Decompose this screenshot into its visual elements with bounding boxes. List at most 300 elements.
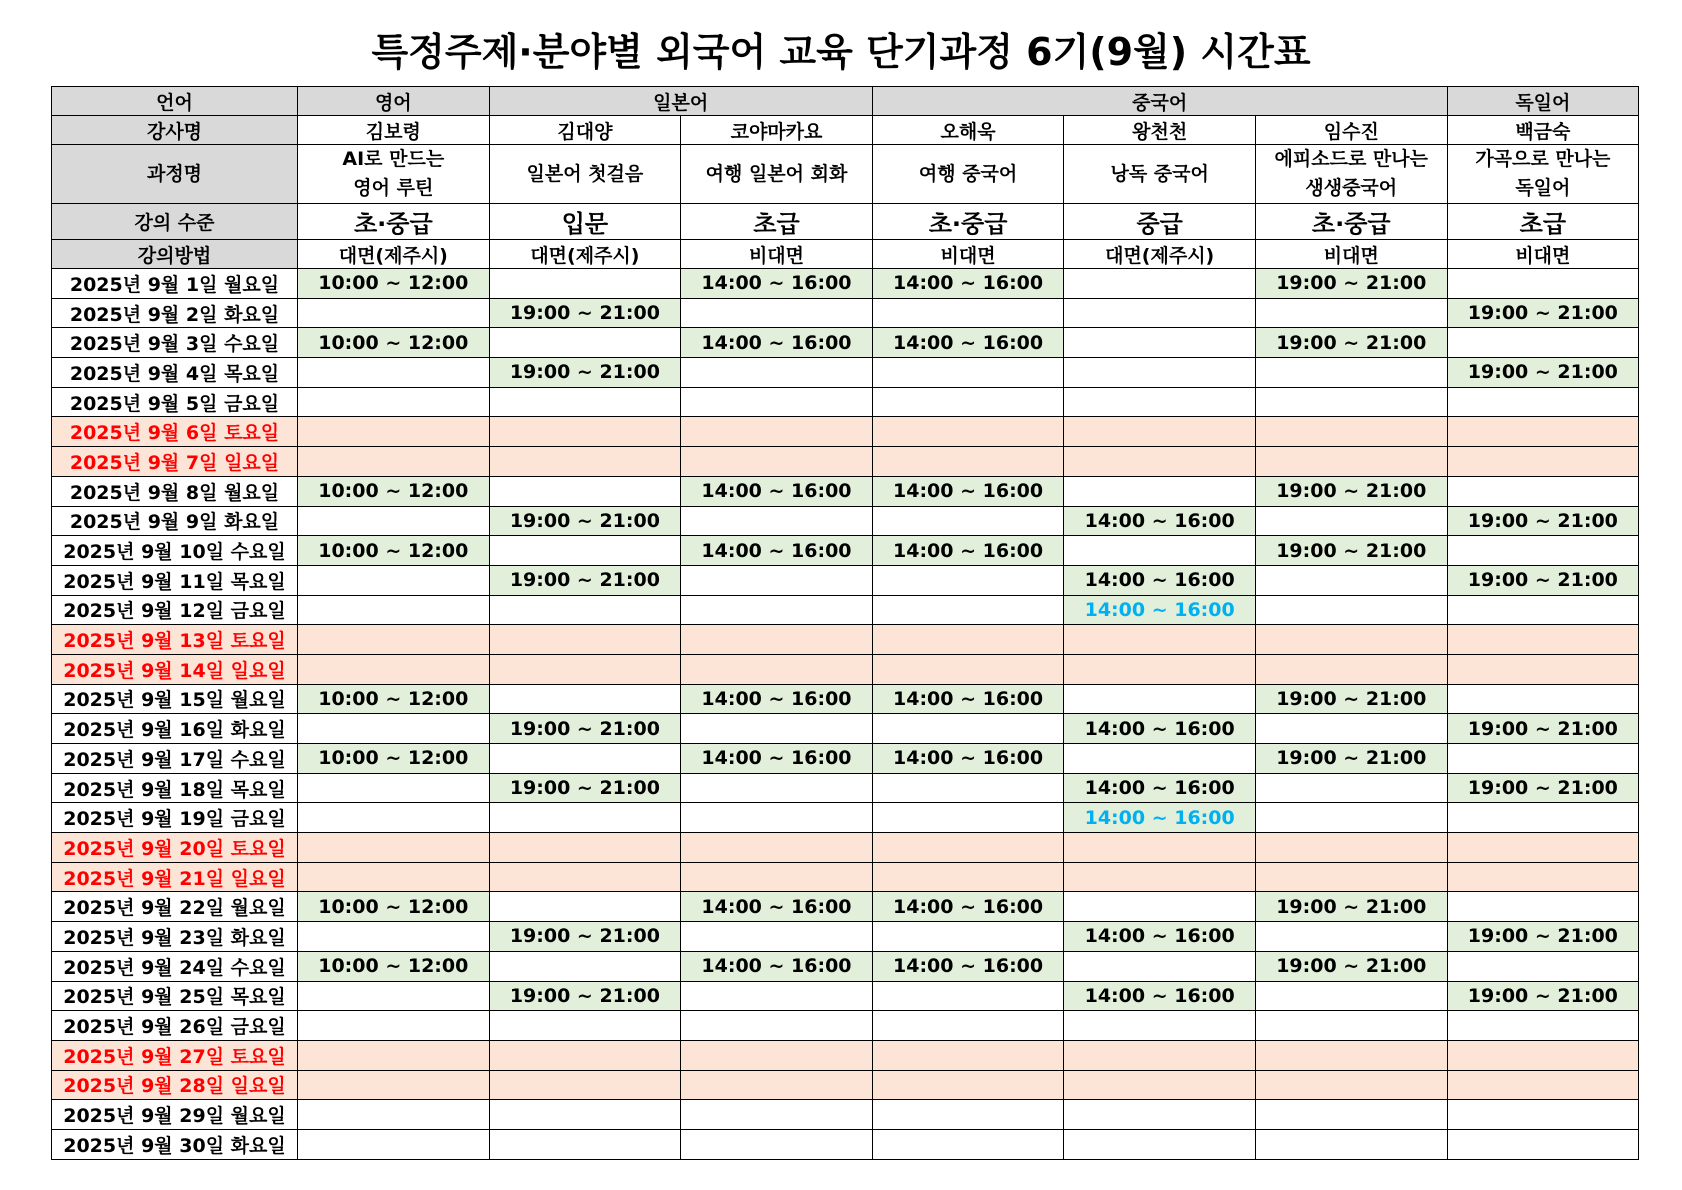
empty-cell — [489, 476, 681, 506]
empty-cell — [1064, 892, 1256, 922]
date-cell: 2025년 9월 27일 토요일 — [52, 1040, 298, 1070]
time-slot-cell: 19:00 ~ 21:00 — [489, 506, 681, 536]
time-slot-cell: 19:00 ~ 21:00 — [1447, 922, 1639, 952]
teacher-cell: 오해욱 — [872, 116, 1064, 145]
empty-cell — [298, 773, 490, 803]
date-cell: 2025년 9월 17일 수요일 — [52, 744, 298, 774]
method-cell: 대면(제주시) — [489, 240, 681, 269]
empty-cell — [489, 833, 681, 863]
empty-cell — [489, 625, 681, 655]
time-slot-cell: 14:00 ~ 16:00 — [1064, 922, 1256, 952]
empty-cell — [1255, 565, 1447, 595]
empty-cell — [1064, 1070, 1256, 1100]
time-slot-cell: 19:00 ~ 21:00 — [1255, 476, 1447, 506]
time-slot-cell: 19:00 ~ 21:00 — [1255, 684, 1447, 714]
time-slot-cell: 19:00 ~ 21:00 — [1447, 298, 1639, 328]
empty-cell — [681, 714, 873, 744]
empty-cell — [681, 862, 873, 892]
empty-cell — [1447, 862, 1639, 892]
empty-cell — [1255, 833, 1447, 863]
time-slot-cell: 14:00 ~ 16:00 — [681, 951, 873, 981]
course-name-line: 가곡으로 만나는 — [1475, 148, 1611, 170]
time-slot-cell: 14:00 ~ 16:00 — [872, 684, 1064, 714]
empty-cell — [1255, 862, 1447, 892]
empty-cell — [872, 595, 1064, 625]
empty-cell — [298, 298, 490, 328]
empty-cell — [872, 922, 1064, 952]
level-cell: 초·중급 — [298, 204, 490, 240]
empty-cell — [681, 654, 873, 684]
time-slot-cell: 14:00 ~ 16:00 — [872, 892, 1064, 922]
time-slot-cell: 19:00 ~ 21:00 — [489, 714, 681, 744]
empty-cell — [298, 447, 490, 477]
teacher-row — [52, 116, 1639, 145]
empty-cell — [1447, 1129, 1639, 1159]
date-cell: 2025년 9월 5일 금요일 — [52, 387, 298, 417]
empty-cell — [872, 862, 1064, 892]
empty-cell — [1064, 951, 1256, 981]
date-cell: 2025년 9월 18일 목요일 — [52, 773, 298, 803]
course-name-line: AI로 만드는 — [342, 148, 445, 170]
time-slot-cell: 19:00 ~ 21:00 — [489, 358, 681, 388]
course-name-line: 일본어 첫걸음 — [526, 162, 644, 185]
empty-cell — [298, 714, 490, 744]
table-row — [52, 862, 1639, 892]
course-name-line: 영어 루틴 — [353, 177, 434, 199]
date-cell: 2025년 9월 8일 월요일 — [52, 476, 298, 506]
date-cell: 2025년 9월 19일 금요일 — [52, 803, 298, 833]
page-title: 특정주제·분야별 외국어 교육 단기과정 6기(9월) 시간표 — [371, 30, 1311, 74]
time-slot-cell: 10:00 ~ 12:00 — [298, 684, 490, 714]
language-row — [52, 87, 1639, 116]
empty-cell — [681, 595, 873, 625]
course-cell — [681, 145, 873, 204]
table-row — [52, 803, 1639, 833]
empty-cell — [298, 387, 490, 417]
empty-cell — [872, 1129, 1064, 1159]
empty-cell — [1447, 447, 1639, 477]
course-cell — [1255, 145, 1447, 204]
language-cell: 중국어 — [872, 87, 1447, 116]
date-cell: 2025년 9월 4일 목요일 — [52, 358, 298, 388]
empty-cell — [1064, 1040, 1256, 1070]
empty-cell — [1064, 358, 1256, 388]
table-row — [52, 476, 1639, 506]
teacher-label: 강사명 — [52, 116, 298, 145]
empty-cell — [872, 447, 1064, 477]
course-name-line: 에피소드로 만나는 — [1274, 148, 1428, 170]
time-slot-cell: 19:00 ~ 21:00 — [489, 773, 681, 803]
level-row — [52, 204, 1639, 240]
table-row — [52, 625, 1639, 655]
empty-cell — [1447, 1040, 1639, 1070]
empty-cell — [1447, 1011, 1639, 1041]
table-row — [52, 951, 1639, 981]
empty-cell — [489, 536, 681, 566]
empty-cell — [1064, 684, 1256, 714]
empty-cell — [1064, 833, 1256, 863]
time-slot-cell: 19:00 ~ 21:00 — [1255, 269, 1447, 299]
level-label: 강의 수준 — [52, 204, 298, 240]
language-cell: 독일어 — [1447, 87, 1639, 116]
empty-cell — [872, 387, 1064, 417]
time-slot-cell: 14:00 ~ 16:00 — [1064, 506, 1256, 536]
empty-cell — [1255, 654, 1447, 684]
date-cell: 2025년 9월 28일 일요일 — [52, 1070, 298, 1100]
date-cell: 2025년 9월 12일 금요일 — [52, 595, 298, 625]
empty-cell — [1447, 625, 1639, 655]
time-slot-cell: 14:00 ~ 16:00 — [681, 892, 873, 922]
method-label: 강의방법 — [52, 240, 298, 269]
empty-cell — [1255, 447, 1447, 477]
empty-cell — [1064, 744, 1256, 774]
level-cell: 초급 — [681, 204, 873, 240]
empty-cell — [489, 654, 681, 684]
time-slot-cell: 14:00 ~ 16:00 — [1064, 981, 1256, 1011]
date-cell: 2025년 9월 24일 수요일 — [52, 951, 298, 981]
date-cell: 2025년 9월 15일 월요일 — [52, 684, 298, 714]
empty-cell — [1255, 922, 1447, 952]
date-cell: 2025년 9월 13일 토요일 — [52, 625, 298, 655]
table-row — [52, 595, 1639, 625]
empty-cell — [1064, 654, 1256, 684]
empty-cell — [1447, 951, 1639, 981]
time-slot-cell: 14:00 ~ 16:00 — [1064, 565, 1256, 595]
table-row — [52, 328, 1639, 358]
table-row — [52, 773, 1639, 803]
empty-cell — [1447, 684, 1639, 714]
time-slot-cell: 14:00 ~ 16:00 — [1064, 773, 1256, 803]
date-cell: 2025년 9월 9일 화요일 — [52, 506, 298, 536]
empty-cell — [1064, 476, 1256, 506]
empty-cell — [1447, 1070, 1639, 1100]
empty-cell — [489, 951, 681, 981]
empty-cell — [298, 1100, 490, 1130]
empty-cell — [681, 298, 873, 328]
empty-cell — [872, 833, 1064, 863]
empty-cell — [1447, 595, 1639, 625]
empty-cell — [1255, 625, 1447, 655]
time-slot-cell: 14:00 ~ 16:00 — [1064, 803, 1256, 833]
empty-cell — [681, 387, 873, 417]
empty-cell — [298, 595, 490, 625]
time-slot-cell: 19:00 ~ 21:00 — [1255, 328, 1447, 358]
empty-cell — [489, 684, 681, 714]
table-row — [52, 1040, 1639, 1070]
empty-cell — [872, 803, 1064, 833]
level-cell: 초·중급 — [872, 204, 1064, 240]
teacher-cell: 코야마카요 — [681, 116, 873, 145]
empty-cell — [681, 833, 873, 863]
time-slot-cell: 14:00 ~ 16:00 — [1064, 595, 1256, 625]
time-slot-cell: 10:00 ~ 12:00 — [298, 536, 490, 566]
empty-cell — [1064, 328, 1256, 358]
course-name-line: 여행 중국어 — [918, 162, 1018, 185]
table-row — [52, 1100, 1639, 1130]
empty-cell — [298, 1070, 490, 1100]
time-slot-cell: 14:00 ~ 16:00 — [1064, 714, 1256, 744]
course-name-line: 여행 일본어 회화 — [705, 162, 848, 185]
date-cell: 2025년 9월 7일 일요일 — [52, 447, 298, 477]
time-slot-cell: 10:00 ~ 12:00 — [298, 269, 490, 299]
empty-cell — [298, 981, 490, 1011]
table-row — [52, 1070, 1639, 1100]
empty-cell — [681, 981, 873, 1011]
empty-cell — [872, 654, 1064, 684]
empty-cell — [298, 565, 490, 595]
time-slot-cell: 14:00 ~ 16:00 — [872, 951, 1064, 981]
empty-cell — [1447, 269, 1639, 299]
method-cell: 대면(제주시) — [1064, 240, 1256, 269]
empty-cell — [298, 803, 490, 833]
empty-cell — [298, 625, 490, 655]
time-slot-cell: 19:00 ~ 21:00 — [1447, 358, 1639, 388]
empty-cell — [489, 269, 681, 299]
time-slot-cell: 19:00 ~ 21:00 — [1255, 892, 1447, 922]
date-cell: 2025년 9월 22일 월요일 — [52, 892, 298, 922]
table-row — [52, 447, 1639, 477]
empty-cell — [872, 298, 1064, 328]
empty-cell — [681, 1129, 873, 1159]
table-row — [52, 1129, 1639, 1159]
time-slot-cell: 19:00 ~ 21:00 — [1255, 951, 1447, 981]
level-cell: 중급 — [1064, 204, 1256, 240]
empty-cell — [1447, 387, 1639, 417]
empty-cell — [681, 922, 873, 952]
time-slot-cell: 19:00 ~ 21:00 — [1447, 565, 1639, 595]
course-name-line: 낭독 중국어 — [1110, 162, 1209, 185]
empty-cell — [489, 862, 681, 892]
empty-cell — [1255, 714, 1447, 744]
time-slot-cell: 14:00 ~ 16:00 — [681, 269, 873, 299]
date-cell: 2025년 9월 11일 목요일 — [52, 565, 298, 595]
empty-cell — [1064, 269, 1256, 299]
empty-cell — [1255, 981, 1447, 1011]
empty-cell — [1255, 1011, 1447, 1041]
empty-cell — [1064, 1011, 1256, 1041]
table-row — [52, 833, 1639, 863]
empty-cell — [489, 328, 681, 358]
empty-cell — [681, 1100, 873, 1130]
method-cell: 비대면 — [872, 240, 1064, 269]
table-row — [52, 981, 1639, 1011]
empty-cell — [681, 625, 873, 655]
date-cell: 2025년 9월 1일 월요일 — [52, 269, 298, 299]
empty-cell — [681, 417, 873, 447]
empty-cell — [872, 714, 1064, 744]
table-row — [52, 358, 1639, 388]
table-row — [52, 269, 1639, 299]
time-slot-cell: 10:00 ~ 12:00 — [298, 892, 490, 922]
time-slot-cell: 19:00 ~ 21:00 — [1255, 536, 1447, 566]
empty-cell — [489, 803, 681, 833]
empty-cell — [489, 1129, 681, 1159]
empty-cell — [1447, 833, 1639, 863]
teacher-cell: 왕천천 — [1064, 116, 1256, 145]
empty-cell — [1064, 862, 1256, 892]
empty-cell — [489, 1070, 681, 1100]
empty-cell — [298, 1011, 490, 1041]
empty-cell — [681, 1011, 873, 1041]
time-slot-cell: 14:00 ~ 16:00 — [681, 536, 873, 566]
table-row — [52, 744, 1639, 774]
time-slot-cell: 19:00 ~ 21:00 — [1447, 506, 1639, 536]
time-slot-cell: 14:00 ~ 16:00 — [681, 476, 873, 506]
empty-cell — [872, 506, 1064, 536]
time-slot-cell: 10:00 ~ 12:00 — [298, 744, 490, 774]
method-cell: 비대면 — [1255, 240, 1447, 269]
empty-cell — [1255, 773, 1447, 803]
empty-cell — [489, 892, 681, 922]
empty-cell — [1064, 387, 1256, 417]
empty-cell — [1255, 417, 1447, 447]
empty-cell — [298, 654, 490, 684]
time-slot-cell: 19:00 ~ 21:00 — [489, 298, 681, 328]
level-cell: 입문 — [489, 204, 681, 240]
empty-cell — [1447, 892, 1639, 922]
empty-cell — [489, 595, 681, 625]
empty-cell — [489, 744, 681, 774]
empty-cell — [1447, 536, 1639, 566]
date-cell: 2025년 9월 21일 일요일 — [52, 862, 298, 892]
language-cell: 영어 — [298, 87, 490, 116]
schedule-table — [51, 86, 1639, 1160]
table-row — [52, 684, 1639, 714]
time-slot-cell: 14:00 ~ 16:00 — [872, 744, 1064, 774]
teacher-cell: 임수진 — [1255, 116, 1447, 145]
empty-cell — [681, 1040, 873, 1070]
empty-cell — [1255, 506, 1447, 536]
empty-cell — [489, 1100, 681, 1130]
empty-cell — [681, 565, 873, 595]
table-row — [52, 922, 1639, 952]
time-slot-cell: 14:00 ~ 16:00 — [681, 684, 873, 714]
empty-cell — [1447, 744, 1639, 774]
course-cell — [489, 145, 681, 204]
table-row — [52, 387, 1639, 417]
empty-cell — [1064, 417, 1256, 447]
language-label: 언어 — [52, 87, 298, 116]
date-cell: 2025년 9월 14일 일요일 — [52, 654, 298, 684]
table-row — [52, 298, 1639, 328]
empty-cell — [1447, 417, 1639, 447]
empty-cell — [1255, 358, 1447, 388]
empty-cell — [489, 447, 681, 477]
empty-cell — [298, 1040, 490, 1070]
empty-cell — [872, 1011, 1064, 1041]
course-cell — [1064, 145, 1256, 204]
course-label: 과정명 — [52, 145, 298, 204]
date-cell: 2025년 9월 30일 화요일 — [52, 1129, 298, 1159]
time-slot-cell: 19:00 ~ 21:00 — [1447, 714, 1639, 744]
date-cell: 2025년 9월 16일 화요일 — [52, 714, 298, 744]
course-cell — [298, 145, 490, 204]
empty-cell — [1255, 595, 1447, 625]
empty-cell — [298, 506, 490, 536]
language-cell: 일본어 — [489, 87, 872, 116]
empty-cell — [872, 773, 1064, 803]
date-cell: 2025년 9월 25일 목요일 — [52, 981, 298, 1011]
empty-cell — [1064, 1100, 1256, 1130]
empty-cell — [681, 506, 873, 536]
time-slot-cell: 19:00 ~ 21:00 — [1447, 981, 1639, 1011]
date-cell: 2025년 9월 29일 월요일 — [52, 1100, 298, 1130]
empty-cell — [1064, 447, 1256, 477]
method-cell: 비대면 — [681, 240, 873, 269]
empty-cell — [489, 1011, 681, 1041]
time-slot-cell: 19:00 ~ 21:00 — [1447, 773, 1639, 803]
empty-cell — [489, 1040, 681, 1070]
table-row — [52, 892, 1639, 922]
empty-cell — [298, 358, 490, 388]
date-cell: 2025년 9월 23일 화요일 — [52, 922, 298, 952]
table-row — [52, 654, 1639, 684]
time-slot-cell: 19:00 ~ 21:00 — [489, 565, 681, 595]
time-slot-cell: 14:00 ~ 16:00 — [872, 536, 1064, 566]
level-cell: 초급 — [1447, 204, 1639, 240]
empty-cell — [1064, 298, 1256, 328]
empty-cell — [1255, 803, 1447, 833]
empty-cell — [1447, 476, 1639, 506]
time-slot-cell: 14:00 ~ 16:00 — [872, 269, 1064, 299]
empty-cell — [1064, 1129, 1256, 1159]
empty-cell — [298, 833, 490, 863]
empty-cell — [1064, 625, 1256, 655]
teacher-cell: 백금숙 — [1447, 116, 1639, 145]
time-slot-cell: 19:00 ~ 21:00 — [1255, 744, 1447, 774]
empty-cell — [872, 358, 1064, 388]
time-slot-cell: 10:00 ~ 12:00 — [298, 328, 490, 358]
empty-cell — [681, 1070, 873, 1100]
course-cell — [872, 145, 1064, 204]
empty-cell — [1255, 298, 1447, 328]
empty-cell — [1255, 1040, 1447, 1070]
empty-cell — [298, 922, 490, 952]
empty-cell — [298, 417, 490, 447]
time-slot-cell: 19:00 ~ 21:00 — [489, 981, 681, 1011]
empty-cell — [681, 803, 873, 833]
table-row — [52, 1011, 1639, 1041]
empty-cell — [1255, 1070, 1447, 1100]
empty-cell — [1255, 1129, 1447, 1159]
empty-cell — [872, 981, 1064, 1011]
empty-cell — [1255, 387, 1447, 417]
date-cell: 2025년 9월 10일 수요일 — [52, 536, 298, 566]
date-cell: 2025년 9월 3일 수요일 — [52, 328, 298, 358]
empty-cell — [298, 1129, 490, 1159]
empty-cell — [681, 358, 873, 388]
empty-cell — [1447, 328, 1639, 358]
empty-cell — [298, 862, 490, 892]
course-name-line: 생생중국어 — [1305, 177, 1398, 199]
course-row — [52, 145, 1639, 204]
table-row — [52, 536, 1639, 566]
method-cell: 대면(제주시) — [298, 240, 490, 269]
date-cell: 2025년 9월 6일 토요일 — [52, 417, 298, 447]
date-cell: 2025년 9월 2일 화요일 — [52, 298, 298, 328]
empty-cell — [681, 447, 873, 477]
time-slot-cell: 10:00 ~ 12:00 — [298, 951, 490, 981]
time-slot-cell: 19:00 ~ 21:00 — [489, 922, 681, 952]
empty-cell — [681, 773, 873, 803]
empty-cell — [872, 1040, 1064, 1070]
time-slot-cell: 10:00 ~ 12:00 — [298, 476, 490, 506]
table-row — [52, 565, 1639, 595]
method-cell: 비대면 — [1447, 240, 1639, 269]
empty-cell — [1447, 1100, 1639, 1130]
teacher-cell: 김대양 — [489, 116, 681, 145]
method-row — [52, 240, 1639, 269]
